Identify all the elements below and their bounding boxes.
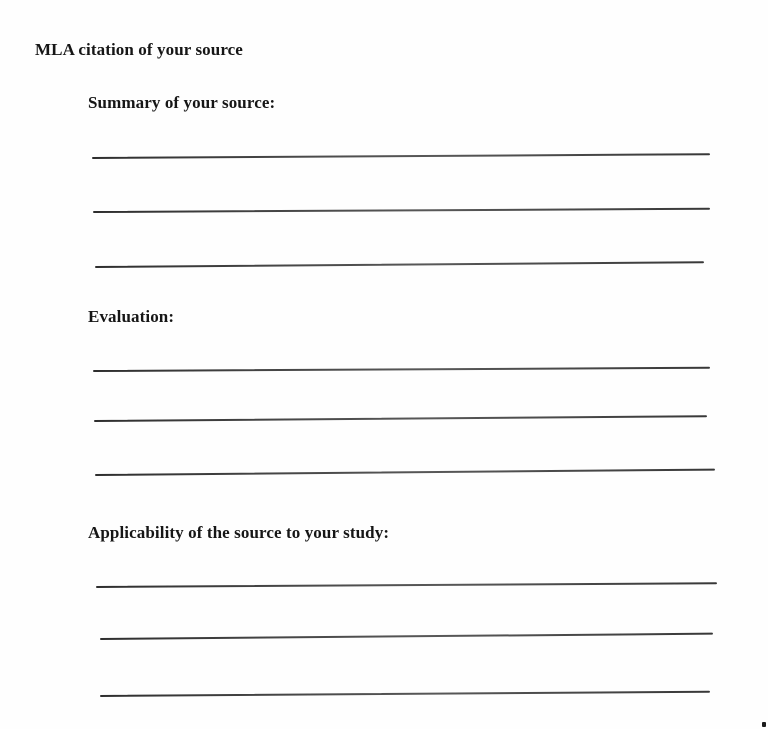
blank-writing-line <box>94 415 707 422</box>
scan-artifact-dot <box>762 722 766 727</box>
blank-writing-line <box>100 633 713 640</box>
section-heading-applicability: Applicability of the source to your study: <box>88 523 390 542</box>
blank-writing-line <box>93 367 710 372</box>
section-heading-summary: Summary of your source: <box>88 93 276 112</box>
blank-writing-line <box>95 261 704 268</box>
blank-writing-line <box>92 153 710 159</box>
document-title: MLA citation of your source <box>35 40 243 59</box>
blank-writing-line <box>96 582 717 588</box>
blank-writing-line <box>100 691 710 697</box>
section-heading-evaluation: Evaluation: <box>88 307 175 326</box>
blank-writing-line <box>93 208 710 213</box>
blank-writing-line <box>95 469 715 476</box>
